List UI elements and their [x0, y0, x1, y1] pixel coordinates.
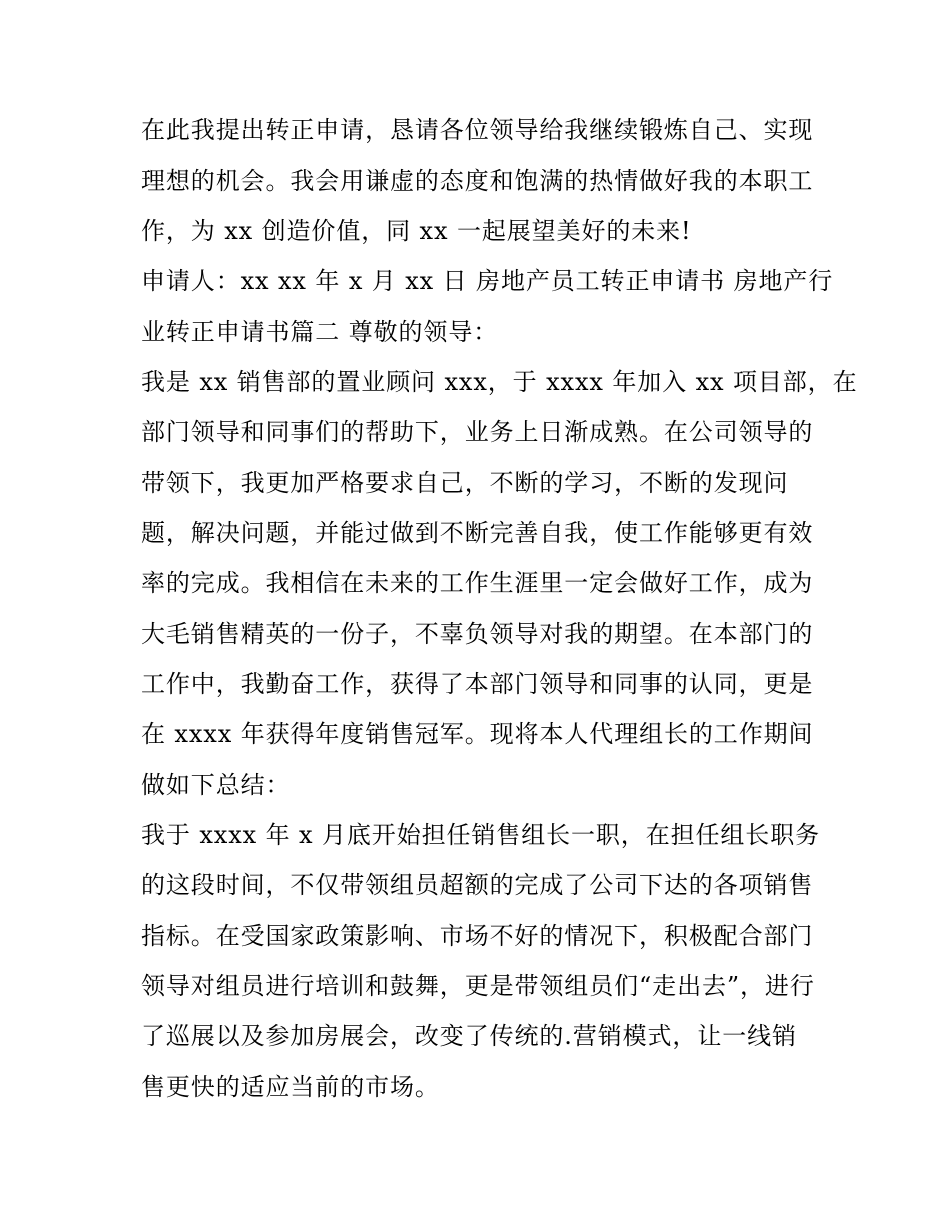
- text-line: 申请人：xx xx 年 x 月 xx 日 房地产员工转正申请书 房地产行: [141, 267, 834, 295]
- text-line: 作，为 xx 创造价值，同 xx 一起展望美好的未来!: [141, 217, 692, 245]
- text-line: 我是 xx 销售部的置业顾问 xxx，于 xxxx 年加入 xx 项目部，在: [141, 368, 858, 396]
- text-line: 领导对组员进行培训和鼓舞，更是带领组员们“走出去”，进行: [141, 972, 815, 1000]
- text-line: 了巡展以及参加房展会，改变了传统的.营销模式，让一线销: [141, 1022, 797, 1050]
- text-line: 在 xxxx 年获得年度销售冠军。现将本人代理组长的工作期间: [141, 720, 814, 748]
- text-line: 大毛销售精英的一份子，不辜负领导对我的期望。在本部门的: [141, 620, 814, 648]
- text-line: 做如下总结：: [141, 771, 291, 799]
- text-line: 部门领导和同事们的帮助下，业务上日渐成熟。在公司领导的: [141, 418, 814, 446]
- text-line: 题，解决问题，并能过做到不断完善自我，使工作能够更有效: [141, 519, 814, 547]
- text-line: 我于 xxxx 年 x 月底开始担任销售组长一职，在担任组长职务: [141, 821, 820, 849]
- text-line: 率的完成。我相信在未来的工作生涯里一定会做好工作，成为: [141, 569, 814, 597]
- text-line: 的这段时间，不仅带领组员超额的完成了公司下达的各项销售: [141, 871, 814, 899]
- text-line: 指标。在受国家政策影响、市场不好的情况下，积极配合部门: [141, 922, 814, 950]
- text-line: 在此我提出转正申请，恳请各位领导给我继续锻炼自己、实现: [141, 116, 814, 144]
- text-line: 理想的机会。我会用谦虚的态度和饱满的热情做好我的本职工: [141, 167, 814, 195]
- text-line: 业转正申请书篇二 尊敬的领导：: [141, 318, 499, 346]
- text-line: 带领下，我更加严格要求自己，不断的学习，不断的发现问: [141, 469, 789, 497]
- text-line: 售更快的适应当前的市场。: [141, 1073, 440, 1101]
- text-line: 工作中，我勤奋工作，获得了本部门领导和同事的认同，更是: [141, 670, 814, 698]
